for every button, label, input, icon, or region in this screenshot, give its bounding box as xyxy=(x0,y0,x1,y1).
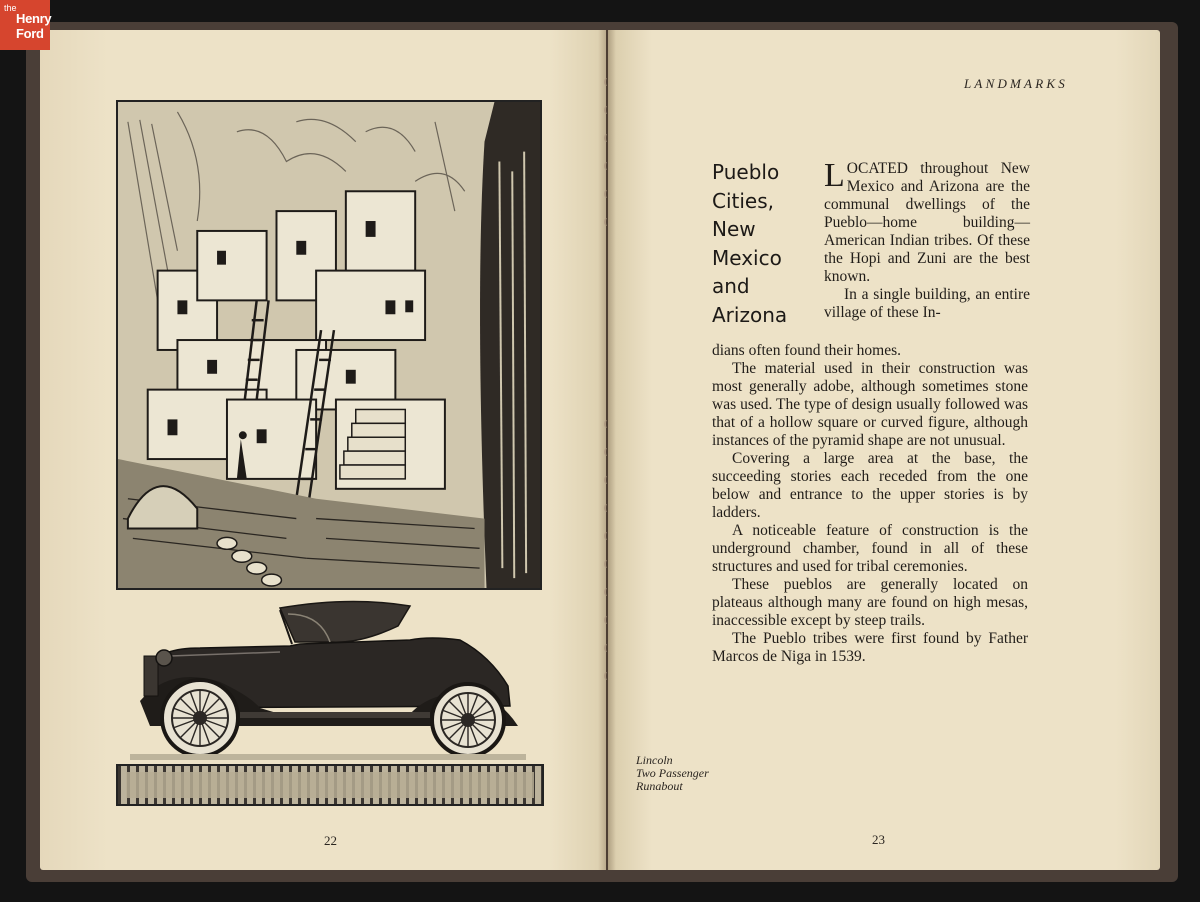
binding-stitch xyxy=(604,588,610,596)
page-number-left: 22 xyxy=(324,833,337,848)
paragraph: These pueblos are generally located on plateaus although many are found on high mesas, inaccessible except by steep trails. xyxy=(712,576,1028,629)
paragraph: A noticeable feature of construction is the underground chamber, found in all of these structures and used for tribal ceremonies. xyxy=(712,522,1028,575)
heading-line: Cities, xyxy=(712,188,775,213)
binding-stitch xyxy=(604,78,610,86)
logo-ford: Ford xyxy=(16,26,44,41)
heading-line: New xyxy=(712,217,756,241)
binding-stitch xyxy=(604,532,610,540)
paragraph: Covering a large area at the base, the succeeding stories each receded from the one below and entrance to the upper stories is by ladders. xyxy=(712,450,1028,521)
henry-ford-logo xyxy=(0,0,50,50)
lincoln-runabout-illustration xyxy=(130,596,526,760)
paragraph: The material used in their construction was most generally adobe, although sometimes stone was used. The type of design usually followed was that of a hollow square or curved figure, although instances of the pyramid shape are not unusual. xyxy=(712,360,1028,449)
page-number-right: 23 xyxy=(872,832,885,847)
section-heading xyxy=(712,158,816,329)
binding-stitch xyxy=(604,644,610,652)
caption-line: Runabout xyxy=(636,779,683,793)
heading-line: Arizona xyxy=(712,302,788,327)
binding-stitch xyxy=(604,672,610,680)
binding-stitch xyxy=(604,504,610,512)
body-text xyxy=(712,342,1028,666)
binding-stitch xyxy=(604,616,610,624)
illustration-base-strip xyxy=(116,764,544,806)
caption-line: Two Passenger xyxy=(636,766,709,780)
binding-stitch xyxy=(604,420,610,428)
intro-text xyxy=(824,157,1030,322)
binding-stitch xyxy=(604,106,610,114)
caption-line: Lincoln xyxy=(636,753,673,767)
heading-line: and xyxy=(712,274,750,298)
car-caption xyxy=(636,754,709,793)
binding-stitch xyxy=(604,190,610,198)
binding-stitch xyxy=(604,560,610,568)
binding-stitch xyxy=(604,476,610,484)
paragraph-two-start: In a single building, an entire village of these In- xyxy=(824,286,1030,321)
intro-paragraph: OCATED throughout New Mexico and Arizona are the communal dwellings of the Pueblo—home building—American Indian tribes. Of these the Hopi and Zuni are the best known. xyxy=(824,160,1030,285)
binding-stitch xyxy=(604,448,610,456)
logo-henry: Henry xyxy=(16,11,52,26)
heading-line: Mexico xyxy=(712,245,782,270)
running-head: LANDMARKS xyxy=(964,76,1068,91)
paragraph: The Pueblo tribes were first found by Father Marcos de Niga in 1539. xyxy=(712,630,1028,665)
logo-the: the xyxy=(4,3,17,13)
heading-line: Pueblo xyxy=(712,160,780,184)
paragraph: dians often found their homes. xyxy=(712,342,901,359)
drop-cap: L xyxy=(824,157,845,194)
binding-stitch xyxy=(604,134,610,142)
binding-stitch xyxy=(604,162,610,170)
pueblo-illustration xyxy=(116,100,542,590)
binding-stitch xyxy=(604,218,610,226)
